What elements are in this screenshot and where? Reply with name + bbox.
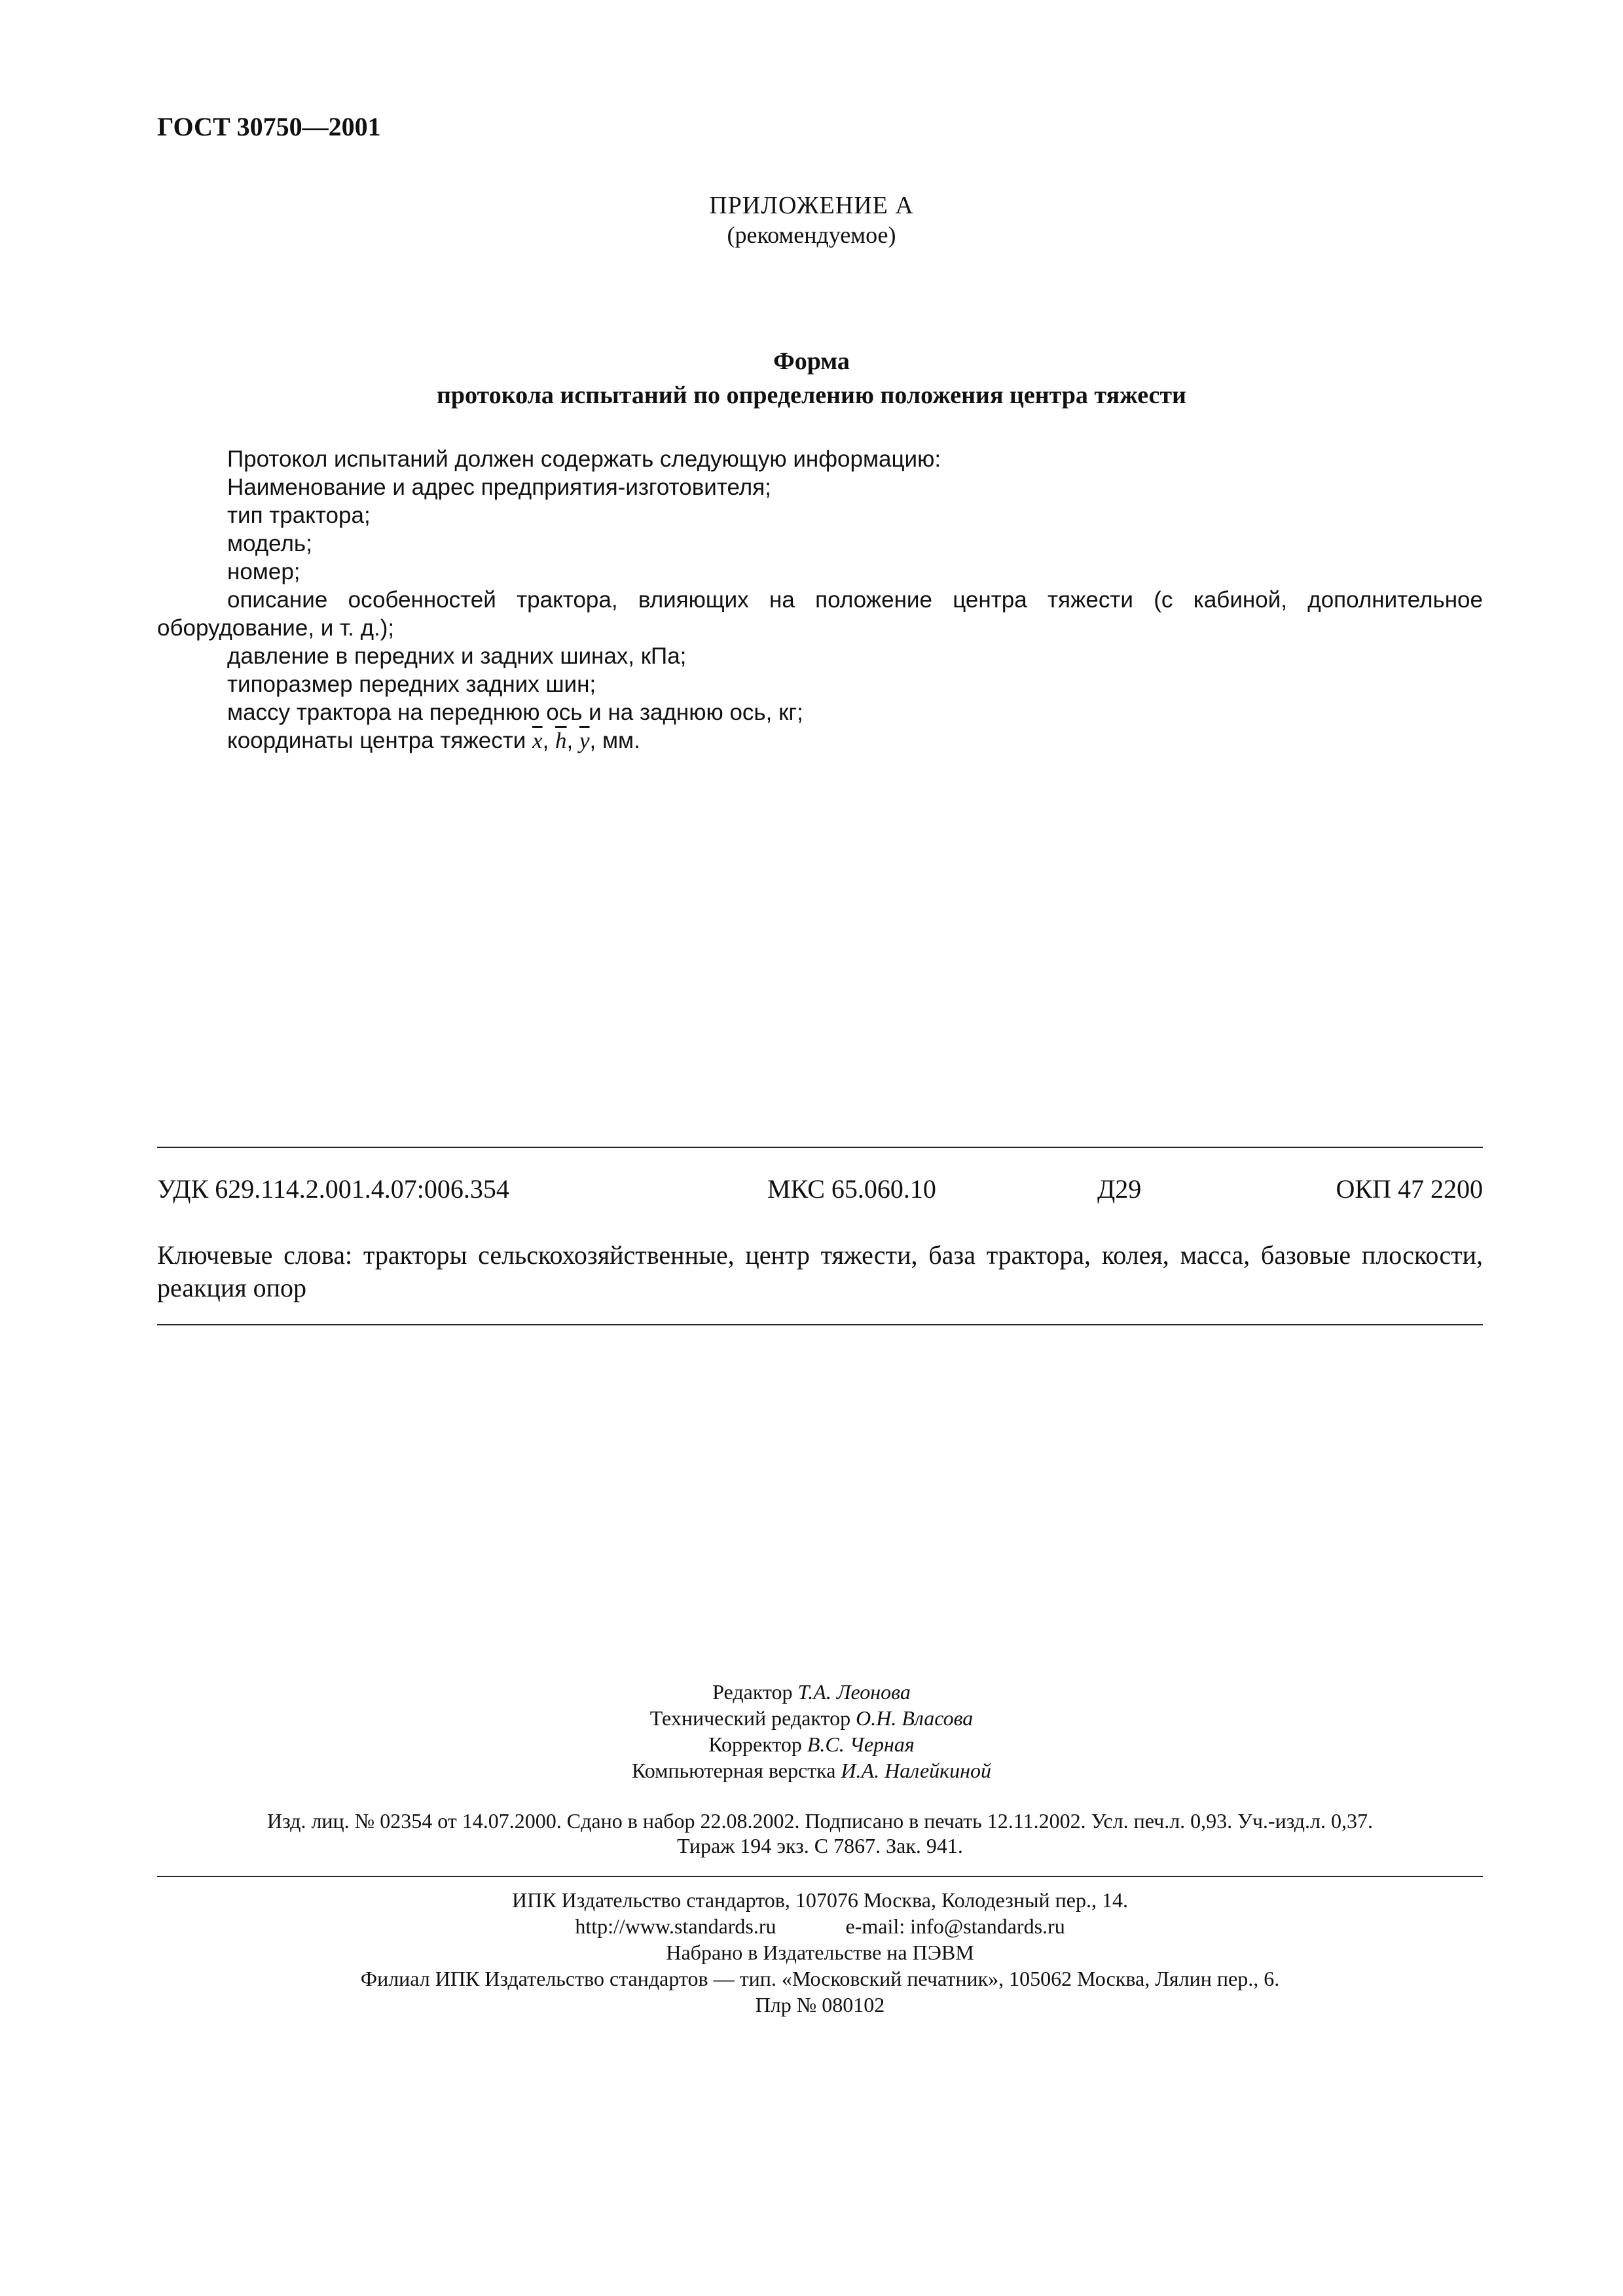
publication-line-2: Тираж 194 экз. С 7867. Зак. 941.: [677, 1834, 963, 1857]
publisher-info: [157, 1887, 1483, 2018]
publisher-contacts: [157, 1913, 1483, 1939]
publisher-branch: Филиал ИПК Издательство стандартов — тип. «Московский печатник», 105062 Москва, Лялин пер., 6.: [360, 1967, 1280, 1990]
divider-bottom: [157, 1876, 1483, 1877]
publication-info: [157, 1808, 1483, 1858]
coordinates-prefix: координаты центра тяжести: [227, 728, 526, 753]
form-title: Форма: [773, 348, 850, 375]
publisher-license: Плр № 080102: [755, 1993, 885, 2017]
form-subtitle: протокола испытаний по определению положения центра тяжести: [437, 382, 1186, 409]
list-item: описание особенностей трактора, влияющих на положение центра тяжести (с кабиной, дополнительное оборудование, и т. д.);: [157, 587, 1483, 641]
protocol-content: [157, 445, 1483, 755]
list-item: номер;: [227, 559, 301, 584]
editorial-staff: [0, 1679, 1623, 1784]
publisher-typeset: Набрано в Издательстве на ПЭВМ: [666, 1941, 974, 1964]
annex-title: ПРИЛОЖЕНИЕ А: [709, 192, 914, 219]
okp-code: ОКП 47 2200: [1336, 1174, 1483, 1204]
standard-code: ГОСТ 30750—2001: [157, 112, 381, 141]
staff-layout: Компьютерная верстка И.А. Налейкиной: [632, 1759, 991, 1782]
coordinates-item: координаты центра тяжести $\overline{x}$, $\overline{h}$, $\overline{y}$, мм.: [227, 728, 640, 753]
coordinate-x: $\overline{x}$: [532, 728, 543, 753]
list-item: давление в передних и задних шинах, кПа;: [227, 643, 687, 669]
list-item: Наименование и адрес предприятия-изготовителя;: [227, 475, 771, 500]
publisher-website: http://www.standards.ru: [575, 1914, 776, 1938]
list-item: массу трактора на переднюю ось и на заднюю ось, кг;: [227, 700, 803, 725]
mks-code: МКС 65.060.10: [767, 1174, 936, 1204]
staff-tech-editor: Технический редактор О.Н. Власова: [649, 1706, 974, 1730]
d-code: Д29: [1097, 1174, 1142, 1204]
divider-top: [157, 1147, 1483, 1148]
publication-line-1: Изд. лиц. № 02354 от 14.07.2000. Сдано в набор 22.08.2002. Подписано в печать 12.11.2002. Усл. печ.л. 0,93. Уч.-изд.л. 0,37.: [267, 1809, 1373, 1833]
publisher-address: ИПК Издательство стандартов, 107076 Москва, Колодезный пер., 14.: [512, 1888, 1128, 1912]
udk-code: УДК 629.114.2.001.4.07:006.354: [157, 1174, 509, 1204]
list-item: модель;: [227, 531, 312, 556]
coordinate-y: $\overline{y}$: [579, 728, 590, 753]
coordinates-suffix: мм.: [602, 728, 640, 753]
annex-status: (рекомендуемое): [727, 222, 896, 248]
list-item: тип трактора;: [227, 503, 371, 528]
protocol-intro: Протокол испытаний должен содержать следующую информацию:: [227, 446, 941, 472]
coordinate-h: $\overline{h}$: [555, 728, 567, 753]
keywords: Ключевые слова: тракторы сельскохозяйственные, центр тяжести, база трактора, колея, масса, базовые плоскости, реакция опор: [157, 1240, 1483, 1302]
publisher-email: e-mail: info@standards.ru: [845, 1914, 1065, 1938]
divider-keywords: [157, 1324, 1483, 1325]
list-item: типоразмер передних задних шин;: [227, 672, 596, 697]
staff-editor: Редактор Т.А. Леонова: [712, 1680, 911, 1704]
staff-proofreader: Корректор В.С. Черная: [708, 1732, 915, 1756]
